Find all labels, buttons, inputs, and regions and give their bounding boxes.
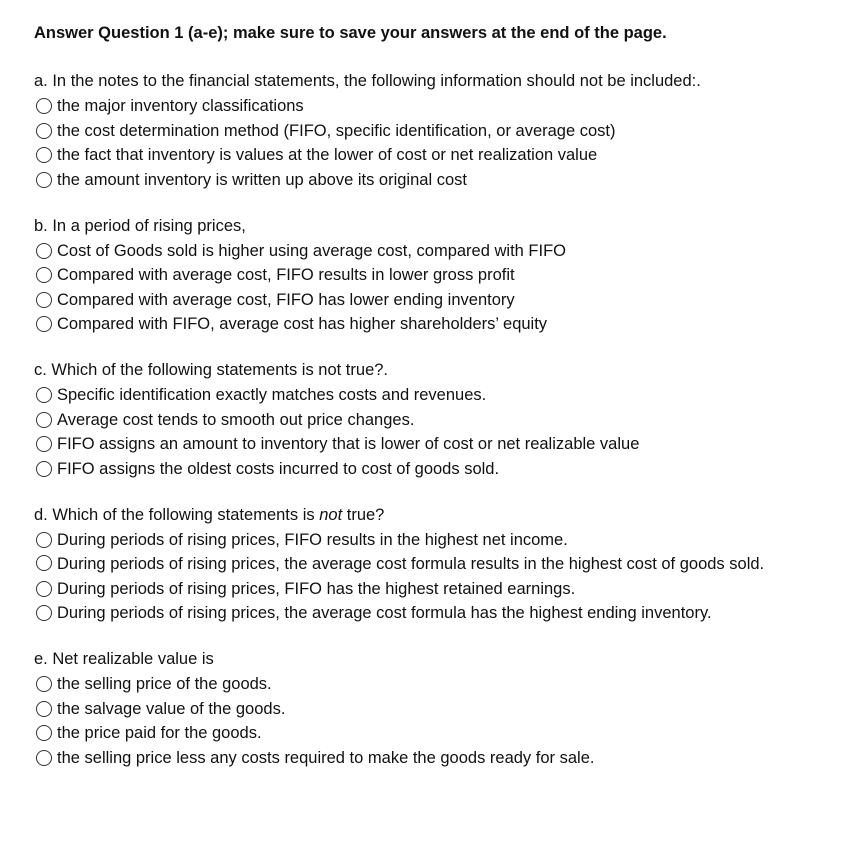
stem-text: d. Which of the following statements is — [34, 505, 320, 524]
radio-button[interactable] — [36, 701, 52, 717]
answer-option-d4[interactable] — [34, 602, 834, 624]
answer-option-b4[interactable] — [34, 313, 834, 335]
radio-button[interactable] — [36, 676, 52, 692]
answer-option-c4[interactable] — [34, 458, 834, 480]
answer-option-a2[interactable] — [34, 120, 834, 142]
stem-emphasis: not — [319, 505, 343, 524]
answer-option-c3[interactable] — [34, 433, 834, 455]
radio-button[interactable] — [36, 555, 52, 571]
radio-button[interactable] — [36, 316, 52, 332]
radio-button[interactable] — [36, 123, 52, 139]
answer-option-c1[interactable] — [34, 384, 834, 406]
radio-button[interactable] — [36, 725, 52, 741]
answer-option-c2[interactable] — [34, 409, 834, 431]
option-label: Specific identification exactly matches costs and revenues. — [57, 386, 487, 404]
answer-option-b3[interactable] — [34, 289, 834, 311]
option-label: the salvage value of the goods. — [57, 699, 286, 718]
question-c — [34, 359, 834, 480]
stem-text: true? — [342, 505, 385, 524]
option-label: Compared with average cost, FIFO results in lower gross profit — [57, 266, 515, 284]
question-d — [34, 504, 834, 625]
option-label: Compared with average cost, FIFO has lower ending inventory — [57, 290, 515, 309]
question-e — [34, 648, 834, 769]
quiz-page — [34, 22, 834, 793]
option-label: FIFO assigns an amount to inventory that is lower of cost or net realizable value — [57, 435, 640, 453]
answer-option-d1[interactable] — [34, 529, 834, 551]
question-b — [34, 215, 834, 336]
radio-button[interactable] — [36, 461, 52, 477]
option-label: the amount inventory is written up above its original cost — [57, 170, 467, 189]
option-label: the cost determination method (FIFO, specific identification, or average cost) — [57, 121, 616, 140]
answer-option-e1[interactable] — [34, 673, 834, 695]
radio-button[interactable] — [36, 267, 52, 283]
radio-button[interactable] — [36, 172, 52, 188]
answer-option-a4[interactable] — [34, 169, 834, 191]
option-label: Average cost tends to smooth out price changes. — [57, 410, 415, 429]
question-stem: e. Net realizable value is — [34, 650, 214, 668]
option-label: Compared with FIFO, average cost has higher shareholders’ equity — [57, 315, 548, 333]
question-stem: b. In a period of rising prices, — [34, 216, 246, 235]
radio-button[interactable] — [36, 387, 52, 403]
radio-button[interactable] — [36, 412, 52, 428]
question-stem — [34, 504, 834, 526]
radio-button[interactable] — [36, 581, 52, 597]
option-label: the major inventory classifications — [57, 97, 304, 115]
radio-button[interactable] — [36, 436, 52, 452]
radio-button[interactable] — [36, 243, 52, 259]
answer-option-b2[interactable] — [34, 264, 834, 286]
option-label: During periods of rising prices, the average cost formula results in the highest cost of goods sold. — [57, 555, 765, 573]
radio-button[interactable] — [36, 147, 52, 163]
option-label: During periods of rising prices, FIFO results in the highest net income. — [57, 530, 568, 549]
radio-button[interactable] — [36, 605, 52, 621]
option-label: FIFO assigns the oldest costs incurred to cost of goods sold. — [57, 459, 500, 478]
answer-option-a1[interactable] — [34, 95, 834, 117]
answer-option-e2[interactable] — [34, 698, 834, 720]
answer-option-e3[interactable] — [34, 722, 834, 744]
option-label: the price paid for the goods. — [57, 724, 262, 742]
option-label: During periods of rising prices, the average cost formula has the highest ending inventory. — [57, 604, 712, 622]
option-label: the selling price less any costs required to make the goods ready for sale. — [57, 748, 595, 767]
answer-option-d2[interactable] — [34, 553, 834, 575]
option-label: the selling price of the goods. — [57, 675, 272, 693]
radio-button[interactable] — [36, 292, 52, 308]
instruction-heading: Answer Question 1 (a-e); make sure to save your answers at the end of the page. — [34, 24, 667, 42]
option-label: the fact that inventory is values at the lower of cost or net realization value — [57, 146, 598, 164]
question-stem: a. In the notes to the financial statements, the following information should not be included:. — [34, 72, 701, 90]
answer-option-b1[interactable] — [34, 240, 834, 262]
radio-button[interactable] — [36, 98, 52, 114]
option-label: Cost of Goods sold is higher using average cost, compared with FIFO — [57, 241, 566, 260]
question-stem: c. Which of the following statements is not true?. — [34, 361, 389, 379]
answer-option-e4[interactable] — [34, 747, 834, 769]
answer-option-d3[interactable] — [34, 578, 834, 600]
option-label: During periods of rising prices, FIFO has the highest retained earnings. — [57, 579, 576, 598]
question-a — [34, 70, 834, 191]
radio-button[interactable] — [36, 532, 52, 548]
radio-button[interactable] — [36, 750, 52, 766]
answer-option-a3[interactable] — [34, 144, 834, 166]
